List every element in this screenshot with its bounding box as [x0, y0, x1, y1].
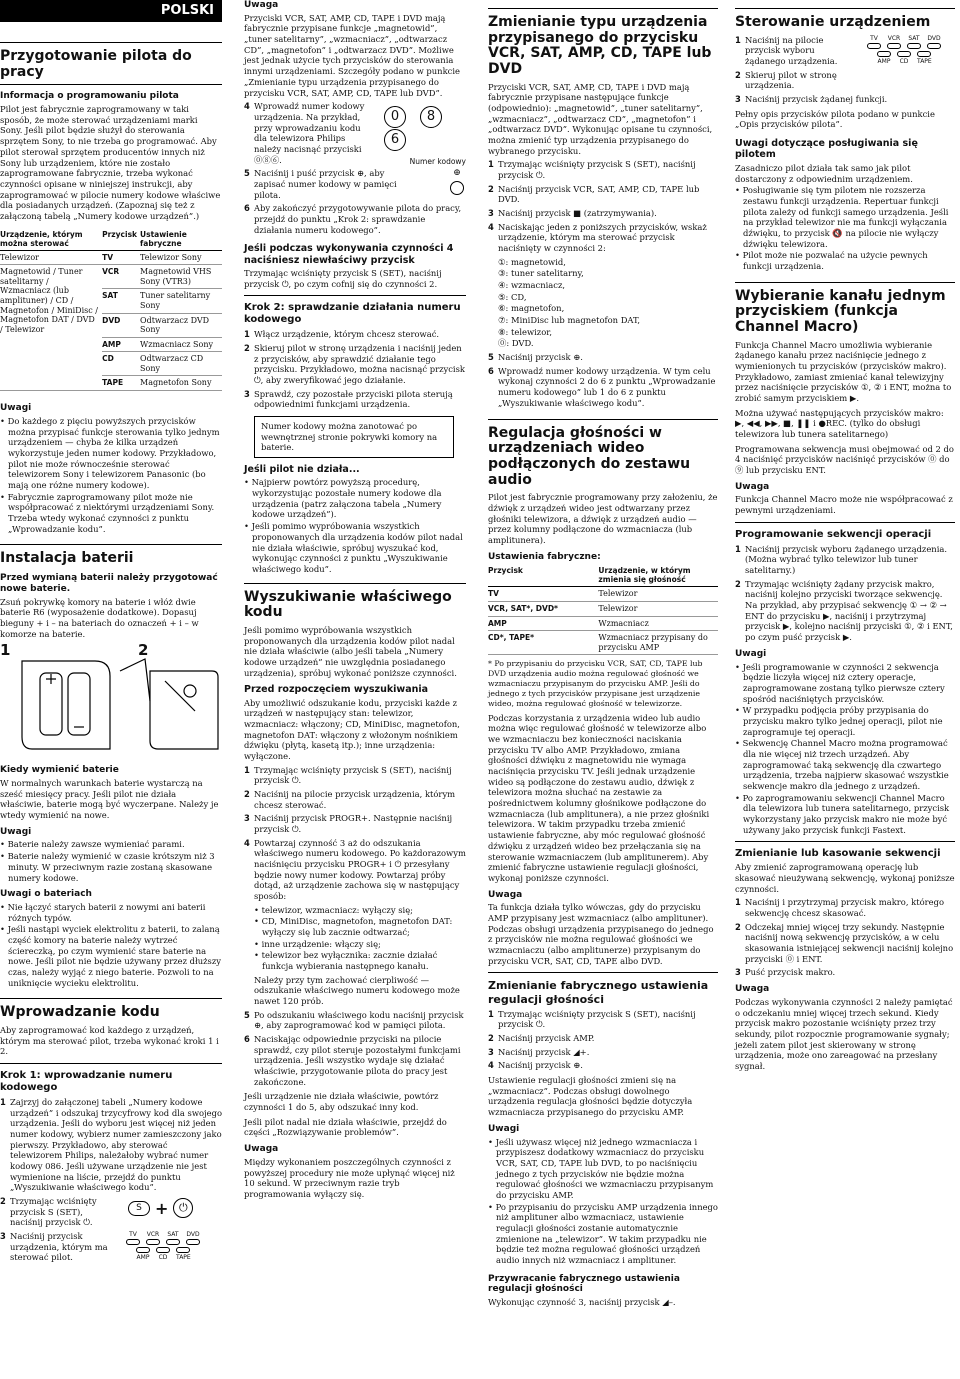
before-text: Aby umożliwić odszukanie kodu, przyciski każde z urządzeń w następujący stan: telewizor, wzmacniacz: włączony; CD, MiniDisc, magnetofon, magnetofon DAT: włączony z włożonym nośnikiem dźwięku (płytą, kasetą itp.); inne urządzenia: wyłączone.	[244, 697, 460, 761]
mini-label: AMP	[136, 1254, 150, 1262]
mini-label: TAPE	[917, 57, 932, 65]
figure-number: 2	[138, 641, 149, 660]
table-cell: Magnetowid / Tuner satelitarny / Wzmacniacz (lub amplituner) / CD / Magnetofon / MiniDisc / Magnetofon DAT / DVD / Telewizor	[0, 265, 102, 391]
mini-label: TV	[129, 1231, 137, 1239]
device-option: ⑤: CD,	[498, 291, 527, 302]
table-cell: AMP	[488, 616, 598, 631]
step-number: 4	[488, 1060, 494, 1071]
table-row	[488, 587, 718, 602]
step-item	[0, 1231, 118, 1263]
step-number: 2	[488, 183, 494, 194]
step-text: Naciśnij na pilocie przycisk wyboru żądanego urządzenia.	[745, 34, 838, 67]
note-item: • W przypadku podjęcia próby przypisania do przycisku makro tylko jednej operacji, pilot nie zaprogramuje tej operacji.	[735, 705, 943, 737]
step-item	[244, 101, 372, 165]
tips-heading: Uwagi dotyczące posługiwania się pilotem	[735, 138, 918, 161]
step-text: Naciśnij i puść przycisk ⊕, aby zapisać numer kodowy w pamięci pilota.	[254, 168, 397, 200]
step-item	[735, 70, 855, 91]
column-2	[244, 0, 466, 1201]
note-item: • Fabrycznie zaprogramowany pilot może nie współpracować z niektórymi urządzeniami Sony. Trzeba wtedy wykonać czynności z punktu „Wprowadzanie kodu”.	[0, 491, 215, 534]
note-item: • Po zaprogramowaniu sekwencji Channel Macro dla telewizora lub tunera satelitarnego, przycisk wykorzystany jako przycisk makro nie może być używany jako przycisk funkcji Fastext.	[735, 792, 950, 835]
mini-label: AMP	[877, 57, 891, 65]
change-text: Ustawienie regulacji głośności zmieni się na „wzmacniacz”. Podczas obsługi dowolnego urządzenia regulacja głośności będzie dotyczyła wzmacniacza przypisanego do przycisku AMP.	[488, 1075, 693, 1118]
battery-when-heading: Kiedy wymienić baterie	[0, 765, 119, 776]
step-item	[488, 1009, 718, 1030]
step-number: 4	[488, 221, 494, 232]
step-item	[488, 184, 718, 205]
table-cell: TAPE	[102, 376, 140, 391]
macro-keys: Można używać następujących przycisków makro: ▶, ◀◀, ▶▶, ■, ❚❚ i ●REC. (tylko do obsługi telewizora lub tunera satelitarnego)	[735, 407, 944, 439]
battery-notes-heading: Uwagi	[0, 826, 32, 837]
note-item: • Jeśli programowanie w czynności 2 sekwencja będzie liczyła więcej niż cztery operacje, zaprogramowane zostaną tylko pierwsze cztery spośród naciśniętych przycisków.	[735, 661, 945, 704]
step-text: Aby zakończyć przygotowywanie pilota do pracy, przejdź do punktu „Krok 2: sprawdzanie działania numeru kodowego”.	[254, 203, 462, 235]
table-cell: CD*, TAPE*	[488, 631, 598, 655]
note-item: • Do każdego z pięciu powyższych przycisków można przypisać funkcje sterowania tylko jednym urządzeniem — chyba że kilka urządzeń wykorzystuje jeden numer kodowy. Przykładowo, pilot nie może równocześnie sterować telewizorem Sony i telewizorem Panasonic (bo mają one różne numery kodowe).	[0, 415, 220, 490]
code-digits-illustration	[384, 105, 466, 166]
warn-heading: Uwaga	[244, 0, 279, 10]
table-row	[0, 250, 222, 265]
step-item	[488, 208, 718, 219]
mini-label: TAPE	[176, 1254, 191, 1262]
table-cell: Magnetowid VHS Sony (VTR3)	[140, 265, 222, 289]
mini-label: VCR	[146, 1231, 160, 1239]
step-number: 2	[735, 69, 741, 80]
step-text: Odczekaj mniej więcej trzy sekundy. Następnie naciśnij nową sekwencję przycisków, a w celu skasowania istniejącej sekwencji naciśnij kolejno przyciski ⓪ i ENT.	[745, 921, 954, 964]
table-cell: TV	[102, 250, 140, 265]
erase-intro: Aby zmienić zaprogramowaną operację lub skasować nieużywaną sekwencję, wykonaj poniższe czynności.	[735, 862, 955, 894]
enter-button-illustration	[450, 168, 464, 195]
table-row	[488, 616, 718, 631]
table-cell: Telewizor Sony	[140, 250, 222, 265]
step-item	[244, 203, 466, 235]
fail-text: Jeśli pilot nadal nie działa właściwie, przejdź do części „Rozwiązywanie problemów”.	[244, 1116, 447, 1138]
note-item: • Baterie należy zawsze wymieniać parami.	[0, 839, 185, 850]
volume-text: Pilot jest fabrycznie programowany przy założeniu, że dźwięk z urządzeń wideo jest odtwarzany przez głośniki telewizora, a dźwięk z urządzeń audio — przez kolumny podłączone do wzmacniacza (lub amplitunera).	[488, 492, 718, 545]
boxed-note: Numer kodowy można zanotować po wewnętrznej stronie pokrywki komory na baterie.	[254, 416, 454, 458]
note-item: • Baterie należy wymienić w czasie krótszym niż 3 minuty. W przeciwnym razie zostaną skasowane numery kodowe.	[0, 851, 215, 883]
table-cell: TV	[488, 587, 598, 602]
step-text: Powtarzaj czynność 3 aż do odszukania właściwego numeru kodowego. Po każdorazowym naciśnięciu przycisku PROGR+ i ⏻ przesyłany będzie nowy numer kodowy. Powtarzaj próby dotąd, aż urządzenie zachowa się w następujący sposób:	[254, 837, 466, 902]
step-text: Naciśnij przycisk ◢+.	[498, 1046, 590, 1057]
note-item: • Jeśli pomimo wypróbowania wszystkich proponowanych dla urządzenia kodów pilot nadal nie działa właściwie, spróbuj wyszukać kod, wykonując czynności z punktu „Wyszukiwanie właściwego kodu”.	[244, 521, 463, 574]
device-buttons-illustration	[867, 35, 941, 65]
power-icon: ⏻	[173, 1198, 193, 1218]
step-item	[735, 897, 955, 918]
factory-heading: Ustawienia fabryczne:	[488, 551, 601, 562]
step-number: 1	[244, 329, 250, 340]
cancel-heading: Jeśli podczas wykonywania czynności 4 naciśniesz niewłaściwy przycisk	[244, 243, 454, 266]
step-item	[735, 967, 955, 978]
section-title-battery: Instalacja baterii	[0, 550, 134, 567]
mini-label: VCR	[887, 34, 901, 42]
device-buttons-illustration	[126, 1231, 200, 1261]
step-item	[735, 922, 955, 965]
behaviour-item: • telewizor, wzmacniacz: wyłączy się;	[254, 904, 413, 915]
final-text: Między wykonaniem poszczególnych czynności z powyższej procedury nie może upłynąć więcej niż 10 sekund. W przeciwnym razie tryb programowania wyłączy się.	[244, 1156, 455, 1199]
step-text: Wprowadź numer kodowy urządzenia. Na przykład, przy wprowadzaniu kodu dla telewizora Philips należy nacisnąć przyciski ⓪⑧⑥.	[254, 101, 365, 165]
step-item	[244, 389, 466, 410]
table-cell: Odtwarzacz CD Sony	[140, 352, 222, 376]
figure-number: 1	[0, 641, 11, 660]
step-number: 1	[735, 543, 741, 554]
step-text: Naciśnij przycisk wyboru żądanego urządzenia. (Można wybrać tylko telewizor lub tuner satelitarny.)	[745, 543, 948, 576]
table-header: Przycisk	[488, 564, 598, 587]
device-option: ④: wzmacniacz,	[498, 280, 566, 291]
intro-text: Przyciski VCR, SAT, AMP, CD, TAPE i DVD mają fabrycznie przypisane następujące funkcje (odpowiednio): „magnetowid”, „tuner satelitarny”, „wzmacniacz”, „odtwarzacz CD”, „magnetofon” i „odtwarzacz DVD”. Wykonując opisane tu czynności, można zmienić typ urządzenia przypisanego do wybranego przycisku.	[488, 81, 713, 156]
macro-seq: Programowana sekwencja musi obejmować od 2 do 4 naciśnięć przycisków naciśnięć przycisków ⓪ do ⑨ lub przycisku ENT.	[735, 443, 954, 475]
step-number: 4	[244, 837, 250, 848]
prog-heading: Programowanie sekwencji operacji	[735, 528, 932, 540]
step-number: 6	[244, 1034, 250, 1045]
search-text: Jeśli pomimo wypróbowania wszystkich proponowanych dla urządzenia kodów pilot nadal nie działa właściwie (albo jeśli tabela „Numery kodowe urządzeń” nie uwzględnia posiadanego urządzenia), spróbuj wykonać poniższe czynności.	[244, 624, 457, 678]
battery-when-text: W normalnych warunkach baterie wystarczą na sześć miesięcy pracy. Jeśli pilot nie działa właściwie, baterie mogą być wyczerpane. Należy je wtedy wymienić na nowe.	[0, 778, 219, 821]
step-item	[244, 789, 466, 810]
table-cell: Telewizor	[598, 587, 718, 602]
table-header: Ustawienie fabryczne	[140, 228, 222, 251]
device-option: ⑥: magnetofon,	[498, 303, 565, 314]
note-item: • Sekwencję Channel Macro można programować dla nie więcej niż trzech urządzeń. Aby zaprogramować taką sekwencję dla czwartego urządzenia, trzeba najpierw skasować wszystkie sekwencje makro dla jednego z urządzeń.	[735, 738, 949, 791]
device-option: ⓪: DVD.	[498, 338, 534, 349]
step-number: 1	[244, 764, 250, 775]
step2-heading: Krok 2: sprawdzanie działania numeru kodowego	[244, 302, 461, 326]
step-number: 2	[0, 1196, 6, 1207]
notes-heading: Uwagi	[735, 648, 767, 659]
step-number: 3	[488, 1046, 494, 1057]
step-text: Wprowadź numer kodowy urządzenia. W tym celu wykonaj czynności 2 do 6 z punktu „Wprowadzanie numeru kodowego” lub 1 do 6 z punktu „Wyszukiwanie właściwego kodu”.	[498, 365, 716, 408]
final-heading: Uwaga	[735, 984, 770, 995]
device-option: ⑧: telewizor,	[498, 326, 552, 337]
mini-label: DVD	[927, 34, 941, 42]
step-number: 1	[488, 1008, 494, 1019]
enter-icon: ⊕	[453, 168, 461, 179]
step-text: Naciśnij przycisk żądanej funkcji.	[745, 94, 888, 105]
table-cell: Wzmacniacz	[598, 616, 718, 631]
mini-label: SAT	[908, 34, 920, 42]
table-cell: Telewizor	[0, 250, 102, 265]
step-item	[735, 35, 855, 67]
note-item: • Jeśli używasz więcej niż jednego wzmacniacza i przypiszesz dodatkowy wzmacniacz do przycisku VCR, SAT, CD, TAPE lub DVD, to po naciśnięciu jednego z tych przycisków nie będzie można regulować głośności we wzmacniaczu przypisanym do przycisku AMP.	[488, 1136, 714, 1200]
device-option: ⑦: MiniDisc lub magnetofon DAT,	[498, 315, 641, 326]
tips-intro: Zasadniczo pilot działa tak samo jak pilot dostarczony z odpowiednim urządzeniem.	[735, 162, 913, 184]
macro-text: Funkcja Channel Macro umożliwia wybieranie żądanego kanału przez naciśnięcie jednego z wymienionych tu przycisków (przycisków makro). Przykładowo, zamiast zmieniać kanał telewizyjny przez naciśnięcie przycisków ①, ② i ENT, można to zrobić samym przyciskiem ▶.	[735, 339, 952, 403]
table-cell: Telewizor	[598, 601, 718, 616]
step-item	[488, 1033, 718, 1044]
restore-heading: Przywracanie fabrycznego ustawienia regulacji głośności	[488, 1273, 680, 1295]
step-item	[488, 159, 718, 180]
table-cell: DVD	[102, 313, 140, 337]
step-item	[244, 1010, 466, 1031]
column-3	[488, 0, 718, 1309]
step-text: Naciśnij przycisk PROGR+. Następnie naciśnij przycisk ⏻.	[254, 813, 453, 834]
restore-text: Wykonując czynność 3, naciśnij przycisk ◢–.	[488, 1297, 676, 1308]
footnote: * Po przypisaniu do przycisku VCR, SAT, CD, TAPE lub DVD urządzenia audio można regulować głośność we wzmacniaczu przypisanym do przycisku AMP. Jeśli do jednego z tych przycisków przypisane jest urządzenie wideo, można regulować głośność w telewizorze.	[488, 659, 703, 708]
note-item: • Najpierw powtórz powyższą procedurę, wykorzystując pozostałe numery kodowe dla urządzenia (patrz załączona tabela „Numery kodowe urządzeń”).	[244, 477, 442, 520]
step-text: Trzymając wciśnięty przycisk S (SET), naciśnij przycisk ⏻.	[10, 1196, 97, 1228]
step-text: Zajrzyj do załączonej tabeli „Numery kodowe urządzeń” i odszukaj trzycyfrowy kod dla swojego urządzenia. Jeśli do wyboru jest więcej niż jeden numer kodowy, wybierz numer zamieszczony jako pierwszy. Przykładowo, aby sterować telewizorem Philips, należałoby wybrać numer kodowy 086. Jeśli używane urządzenie nie jest wymienione na liście, przejdź do punktu „Wyszukiwanie właściwego kodu”.	[10, 1097, 222, 1193]
step-number: 3	[0, 1231, 6, 1242]
step-text: Puść przycisk makro.	[745, 967, 836, 978]
tip-item: • Posługiwanie się tym pilotem nie rozszerza zestawu funkcji urządzenia. Repertuar funkcji pilota zależy od funkcji samego urządzenia. Jeśli na przykład telewizor nie ma funkcji wyłączania dźwięku, to przycisk 🔇 na pilocie nie wyłączy dźwięku telewizora.	[735, 185, 949, 249]
section-title-macro: Wybieranie kanału jednym przyciskiem (funkcja Channel Macro)	[735, 287, 946, 335]
step-text: Naciskając odpowiednie przyciski na pilocie sprawdź, czy pilot steruje pozostałymi funkcjami urządzenia. Jeśli wszystko wydaje się działać właściwie, przygotowanie pilota do pracy jest zakończone.	[254, 1034, 461, 1087]
mini-label: TV	[870, 34, 878, 42]
table-cell: SAT	[102, 289, 140, 313]
step-text: Po odszukaniu właściwego kodu naciśnij przycisk ⊕, aby zaprogramować kod w pamięci pilota.	[254, 1009, 464, 1031]
step-text: Trzymając wciśnięty przycisk S (SET), naciśnij przycisk ⏻.	[498, 1008, 696, 1030]
step-item	[488, 366, 718, 409]
note-item: • Jeśli nastąpi wyciek elektrolitu z baterii, to zalaną część komory na baterie należy wytrzeć ściereczką, po czym wymienić stare baterie na nowe. Jeśli pilot nie będzie używany przez dłuższy czas, należy wyjąć z niego baterie. Pozwoli to na uniknięcie wycieku elektrolitu.	[0, 924, 222, 988]
final-heading: Uwaga	[244, 1144, 279, 1155]
notwork-heading: Jeśli pilot nie działa...	[244, 464, 360, 476]
column-1	[0, 0, 222, 1266]
notes-heading: Uwagi	[0, 403, 32, 414]
table-cell: Wzmacniacz przypisany do przycisku AMP	[598, 631, 718, 655]
step-item	[244, 343, 466, 386]
before-heading: Przed rozpoczęciem wyszukiwania	[244, 684, 429, 696]
final-text: Podczas wykonywania czynności 2 należy pamiętać o odczekaniu mniej więcej trzech sekund. Kiedy przycisk makro pozostanie wciśnięty przez trzy sekundy, pilot rozpocznie programowanie sygnały; jeżeli zatem pilot jest skierowany w stronę urządzenia, może ono zareagować na przesłany sygnał.	[735, 996, 953, 1071]
step-text: Skieruj pilot w stronę urządzenia i naciśnij jeden z przycisków, aby sprawdzić działanie tego przycisku. Przykładowo, można nacisnąć przycisk ⏻, aby zweryfikować jego działanie.	[254, 343, 465, 386]
step-number: 1	[488, 159, 494, 170]
mini-label: CD	[899, 57, 909, 65]
step-text: Naciśnij i przytrzymaj przycisk makro, którego sekwencję chcesz skasować.	[745, 897, 945, 919]
warn-text: Ta funkcja działa tylko wówczas, gdy do przycisku AMP przypisany jest wzmacniacz (albo amplituner). Podczas obsługi urządzenia przypisanego do jednego z przycisków nie można regulować głośności we wzmacniaczu (albo amplitunerze) przypisanym do przycisku VCR, SAT, CD, TAPE albo DVD.	[488, 902, 714, 966]
step-item	[0, 1196, 118, 1228]
info-heading: Informacja o programowaniu pilota	[0, 91, 179, 102]
column-4	[735, 0, 955, 1073]
step-number: 4	[244, 101, 250, 112]
step-text: Naciśnij na pilocie przycisk urządzenia, którym chcesz sterować.	[254, 788, 456, 810]
patience-text: Należy przy tym zachować cierpliwość — odszukanie właściwego numeru kodowego może nawet 120 prób.	[254, 974, 460, 1007]
change-heading: Zmienianie fabrycznego ustawienia regulacji głośności	[488, 979, 709, 1006]
mini-label: DVD	[186, 1231, 200, 1239]
step-text: Skieruj pilot w stronę urządzenia.	[745, 69, 837, 91]
table-cell: Wzmacniacz Sony	[140, 337, 222, 352]
cancel-text: Trzymając wciśnięty przycisk S (SET), naciśnij przycisk ⏻, po czym cofnij się do czynności 2.	[244, 268, 442, 289]
step-item	[244, 329, 466, 340]
table-cell: VCR, SAT*, DVD*	[488, 601, 598, 616]
mini-label: CD	[158, 1254, 168, 1262]
section-title-operating: Sterowanie urządzeniem	[735, 14, 931, 30]
step-text: Trzymając wciśnięty przycisk S (SET), naciśnij przycisk ⏻.	[498, 159, 696, 181]
notes-heading: Uwagi	[488, 1123, 520, 1134]
table-header: Urządzenie, którym można sterować	[0, 228, 102, 251]
factory-table	[488, 564, 718, 655]
set-button-icon: S	[128, 1201, 150, 1216]
step-item	[244, 813, 466, 834]
behaviour-item: • inne urządzenie: włączy się;	[254, 938, 381, 949]
step-number: 3	[244, 388, 250, 399]
table-row	[488, 601, 718, 616]
battery-about-heading: Uwagi o bateriach	[0, 889, 92, 900]
table-cell: VCR	[102, 265, 140, 289]
volume-text-2: Podczas korzystania z urządzenia wideo lub audio można więc regulować głośność w telewizorze albo we wzmacniaczu bez konieczności naciskania przycisku TV albo AMP. Przykładowo, zmiana głośności dźwięku z magnetowidu nie wymaga naciśnięcia przycisku TV. Jeśli jednak urządzenie wideo są podłączone do zestawu audio, dźwięk z telewizora można słuchać na zestawie za pośrednictwem kolumny głośnikowe podłączone do wzmacniacza (lub amplitunera), a nie przez głośniki telewizora. W takim przypadku trzeba zmienić ustawienie fabryczne, aby móc regulować głośność dźwięku z urządzeń wideo bez przełączania się na sterowanie wzmacniaczem (lub amplitunerem). Aby zmienić fabryczne ustawienie regulacji głośności, wykonaj poniższe czynności.	[488, 712, 710, 883]
step-item	[244, 168, 414, 200]
step-number: 1	[0, 1097, 6, 1108]
more-text: Pełny opis przycisków pilota podano w punkcie „Opis przycisków pilota”.	[735, 108, 935, 130]
step-text: Włącz urządzenie, którym chcesz sterować.	[254, 329, 440, 340]
behaviour-item: • CD, MiniDisc, magnetofon, magnetofon DAT: wyłączy się lub zacznie odtwarzać;	[254, 916, 453, 938]
info-text: Pilot jest fabrycznie zaprogramowany w taki sposób, że może sterować urządzeniami marki Sony. Jeśli pilot będzie służył do sterowania sprzętem Sony, to nie trzeba go programować. Aby pilot sterował sprzętem producentów innych niż Sony lub urządzeniem, które nie zostało zaprogramowane fabrycznie, trzeba wykonać czynności opisane w niniejszej instrukcji, aby zaprogramować w pilocie numery kodowe właściwe dla posiadanych urządzeń. (Zapoznaj się też z załączoną tabelą „Numery kodowe urządzeń”.)	[0, 104, 221, 221]
battery-figure	[0, 641, 222, 759]
device-table	[0, 228, 222, 392]
table-cell: Magnetofon Sony	[140, 376, 222, 391]
step-text: Sprawdź, czy pozostałe przyciski pilota sterują odpowiednimi funkcjami urządzenia.	[254, 388, 453, 410]
battery-subheading: Przed wymianą baterii należy przygotować nowe baterie.	[0, 572, 218, 594]
step-number: 3	[244, 813, 250, 824]
step-number: 6	[244, 203, 250, 214]
step-number: 5	[244, 1009, 250, 1020]
step-item	[244, 765, 466, 786]
table-cell: Odtwarzacz DVD Sony	[140, 313, 222, 337]
step-number: 2	[244, 343, 250, 354]
device-option: ③: tuner satelitarny,	[498, 268, 584, 279]
plus-icon: +	[155, 1198, 169, 1218]
note-item: • Nie łączyć starych baterii z nowymi ani baterii różnych typów.	[0, 901, 206, 923]
mini-label: SAT	[167, 1231, 179, 1239]
section-title-preparation: Przygotowanie pilota do pracy	[0, 48, 192, 80]
step-number: 2	[488, 1033, 494, 1044]
step-number: 2	[244, 788, 250, 799]
step-item	[244, 838, 466, 902]
section-title-volume: Regulacja głośności w urządzeniach wideo podłączonych do zestawu audio	[488, 424, 691, 488]
step-text: Naciśnij przycisk urządzenia, którym ma sterować pilot.	[10, 1231, 108, 1263]
step-item	[735, 544, 955, 576]
step-item	[0, 1097, 222, 1193]
section-title-change-type: Zmienianie typu urządzenia przypisanego do przycisku VCR, SAT, AMP, CD, TAPE lub DVD	[488, 14, 712, 78]
battery-text: Zsuń pokrywkę komory na baterie i włóż dwie baterie R6 (wyposażenie dodatkowe). Dopasuj bieguny + i – na bateriach do oznaczeń + i – w komorze na baterie.	[0, 596, 199, 639]
enter-button-shape	[450, 181, 464, 195]
code-text: Aby zaprogramować kod każdego z urządzeń, którym ma sterować pilot, trzeba wykonać kroki 1 i 2.	[0, 1025, 219, 1057]
table-row	[488, 631, 718, 655]
step-number: 1	[735, 34, 741, 45]
step-text: Naciśnij przycisk AMP.	[498, 1033, 595, 1044]
step-number: 2	[735, 921, 741, 932]
fail-text: Jeśli urządzenie nie działa właściwie, powtórz czynności 1 do 5, aby odszukać inny kod.	[244, 1091, 439, 1113]
step-text: Naciśnij przycisk VCR, SAT, AMP, CD, TAPE lub DVD.	[498, 183, 700, 205]
step-text: Naciskając jeden z poniższych przycisków, wskaż urządzenie, którym ma sterować przycisk naciśnięty w czynności 2:	[498, 221, 707, 254]
step-item	[735, 94, 955, 105]
step-text: Trzymając wciśnięty przycisk S (SET), naciśnij przycisk ⏻.	[254, 764, 452, 786]
step-item	[488, 1060, 718, 1071]
step-text: Naciśnij przycisk ⊕.	[498, 1060, 583, 1071]
table-row	[0, 265, 222, 289]
battery-illustration	[0, 641, 222, 759]
table-header: Urządzenie, w którym zmienia się głośność	[598, 564, 718, 587]
step-text: Trzymając wciśnięty żądany przycisk makro, naciśnij kolejno przyciski tworzące sekwencję. Na przykład, aby przypisać sekwencję ① → ② → ENT do przycisku ▶, naciśnij i przytrzymaj przycisk ▶, kolejno naciśnij przyciski ①, ② i ENT, po czym puść przycisk ▶.	[745, 578, 953, 643]
set-power-illustration	[128, 1198, 193, 1218]
warn-text: Funkcja Channel Macro może nie współpracować z pewnymi urządzeniami.	[735, 494, 953, 516]
step1-heading: Krok 1: wprowadzanie numeru kodowego	[0, 1070, 173, 1094]
step-number: 3	[488, 208, 494, 219]
step-number: 3	[735, 94, 741, 105]
digit-0-icon: 0	[384, 106, 406, 128]
section-title-search: Wyszukiwanie właściwego kodu	[244, 588, 452, 621]
digit-8-icon: 8	[420, 106, 442, 128]
tip-item: • Pilot może nie pozwalać na użycie pewnych funkcji urządzenia.	[735, 250, 928, 271]
table-cell: CD	[102, 352, 140, 376]
language-tab: POLSKI	[0, 0, 222, 22]
step-number: 5	[244, 168, 250, 179]
step-number: 5	[488, 352, 494, 363]
section-title-code: Wprowadzanie kodu	[0, 1004, 160, 1021]
note-item: • Po przypisaniu do przycisku AMP urządzenia innego niż amplituner albo wzmacniacz, ustawienie regulacji głośności zostanie automatycznie zmienione na „telewizor”. W takim przypadku nie będzie też można regulować głośności urządzeń audio innych niż wzmacniacz i amplituner.	[488, 1201, 718, 1265]
step-number: 6	[488, 365, 494, 376]
step-number: 2	[735, 578, 741, 589]
erase-heading: Zmienianie lub kasowanie sekwencji	[735, 848, 941, 860]
warn-heading: Uwaga	[735, 481, 770, 492]
step-number: 1	[735, 897, 741, 908]
table-cell: Tuner satelitarny Sony	[140, 289, 222, 313]
code-label: Numer kodowy	[409, 157, 466, 167]
step-text: Naciśnij przycisk ⊕.	[498, 352, 583, 363]
step-item	[735, 579, 955, 643]
behaviour-item: • telewizor bez wyłącznika: zacznie działać funkcja wybierania następnego kanału.	[254, 950, 438, 972]
digit-6-icon: 6	[384, 129, 406, 151]
warn-text: Przyciski VCR, SAT, AMP, CD, TAPE i DVD mają fabrycznie przypisane funkcje „magnetowid”, „tuner satelitarny”, „wzmacniacz”, „odtwarzacz CD”, „magnetofon” i „odtwarzacz DVD”. Możliwe jest jednak użycie tych przycisków do sterowania innymi urządzeniami. Szczegóły podano w punkcie „Zmienianie typu urządzenia przypisanego do przycisku VCR, SAT, AMP, CD, TAPE lub DVD”.	[244, 12, 460, 98]
table-header: Przycisk	[102, 228, 140, 251]
table-cell: AMP	[102, 337, 140, 352]
step-item	[488, 352, 718, 363]
warn-heading: Uwaga	[488, 889, 523, 900]
step-item	[488, 222, 718, 254]
step-item	[244, 1034, 466, 1087]
step-item	[488, 1047, 718, 1058]
step-text: Naciśnij przycisk ■ (zatrzymywania).	[498, 208, 657, 219]
device-option: ①: magnetowid,	[498, 256, 566, 267]
step-number: 3	[735, 967, 741, 978]
